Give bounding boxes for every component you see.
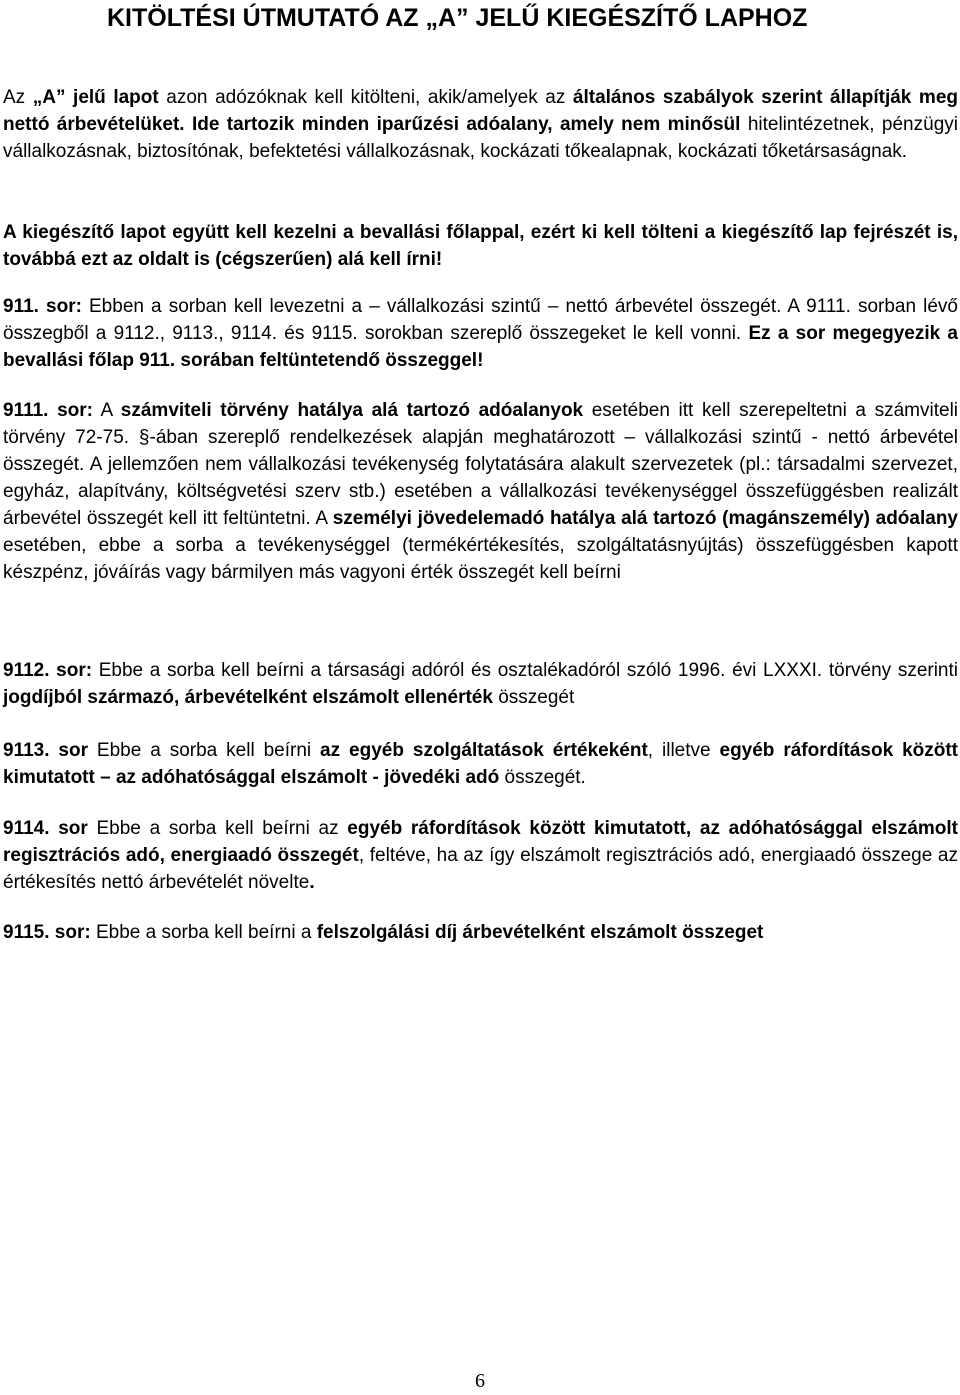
paragraph-supplement-note [3,219,958,273]
text-segment: esetében, ebbe a sorba a tevékenységgel (termékértékesítés, szolgáltatásnyújtás) összefüggésben kapott készpénz, jóváírás vagy bármilyen más vagyoni érték összegét kell beírni [3,535,958,583]
paragraph-row-9114 [3,815,958,896]
text-segment: azon adózóknak kell kitölteni, akik/amelyek az [158,87,573,108]
paragraph-row-9111 [3,397,958,586]
text-segment: egyéb ráfordítások között kimutatott, az adóhatósággal elszámolt regisztrációs adó, energiaadó összegét [3,818,959,866]
text-segment: Ebben a sorban kell levezetni a – vállalkozási szintű – nettó árbevétel összegét. A 9111. sorban lévő összegből a 9112., 9113., 9114. és 9115. sorokban szereplő összegeket le kell vonni. [3,296,958,344]
text-segment: A [92,400,121,421]
text-segment: . [309,872,315,893]
text-segment: összegét. [499,767,586,788]
text-segment: 9111. sor: [3,400,93,421]
text-segment: 9114. sor [3,818,88,839]
paragraph-row-9115 [3,919,958,946]
text-segment: „A” jelű lapot [32,87,159,108]
text-segment: esetében itt kell szerepeltetni a számviteli törvény 72-75. §-ában szereplő rendelkezések alapján meghatározott – vállalkozási szintű - nettó árbevétel összegét. A jellemzően nem vállalkozási tevékenység folytatására alakult szervezetek (pl.: társadalmi szervezet, egyház, alapítvány, költségvetési szerv stb.) esetében a vállalkozási tevékenységgel összefüggésben realizált árbevétel összegét kell itt feltüntetni. A [3,400,959,529]
paragraph-row-9112 [3,657,958,711]
page-number: 6 [475,1370,485,1392]
page-title: KITÖLTÉSI ÚTMUTATÓ AZ „A” JELŰ KIEGÉSZÍTŐ LAPHOZ [107,4,808,32]
text-segment: Ebbe a sorba kell beírni [88,740,321,761]
paragraph-row-9113 [3,737,958,791]
text-segment: felszolgálási díj árbevételként elszámolt összeget [316,922,764,943]
paragraph-row-911 [3,293,958,374]
text-segment: Az [3,87,33,108]
text-segment: Ez a sor megegyezik a bevallási főlap 911. sorában feltüntetendő összeggel! [3,323,958,371]
text-segment: Ebbe a sorba kell beírni a társasági adóról és osztalékadóról szóló 1996. évi LXXXI. törvény szerinti [92,660,958,681]
text-segment: Ebbe a sorba kell beírni az [87,818,348,839]
text-segment: hitelintézetnek, pénzügyi vállalkozásnak, biztosítónak, befektetési vállalkozásnak, kockázati tőkealapnak, kockázati tőketársaságnak. [3,114,958,162]
text-segment: 9112. sor: [3,660,93,681]
text-segment: 9115. sor: [3,922,91,943]
text-segment: számviteli törvény hatálya alá tartozó adóalanyok [120,400,584,421]
text-segment: 911. sor: [3,296,82,317]
text-segment: , feltéve, ha az így elszámolt regisztrációs adó, energiaadó összege az értékesítés nettó árbevételét növelte [3,845,958,893]
text-segment: jogdíjból származó, árbevételként elszámolt ellenérték [3,687,493,708]
text-segment: általános szabályok szerint állapítják meg nettó árbevételüket. Ide tartozik minden iparűzési adóalany, amely nem minősül [3,87,958,135]
text-segment: összegét [492,687,575,708]
text-segment: Ebbe a sorba kell beírni a [90,922,317,943]
text-segment: , illetve [647,740,720,761]
text-segment: egyéb ráfordítások között kimutatott – az adóhatósággal elszámolt - jövedéki adó [3,740,958,788]
paragraph-intro [3,84,958,165]
text-segment: 9113. sor [3,740,88,761]
text-segment: személyi jövedelemadó hatálya alá tartozó (magánszemély) adóalany [332,508,958,529]
text-segment: az egyéb szolgáltatások értékeként [320,740,648,761]
text-segment: A kiegészítő lapot együtt kell kezelni a bevallási főlappal, ezért ki kell tölteni a kiegészítő lap fejrészét is, továbbá ezt az oldalt is (cégszerűen) alá kell írni! [3,222,958,270]
